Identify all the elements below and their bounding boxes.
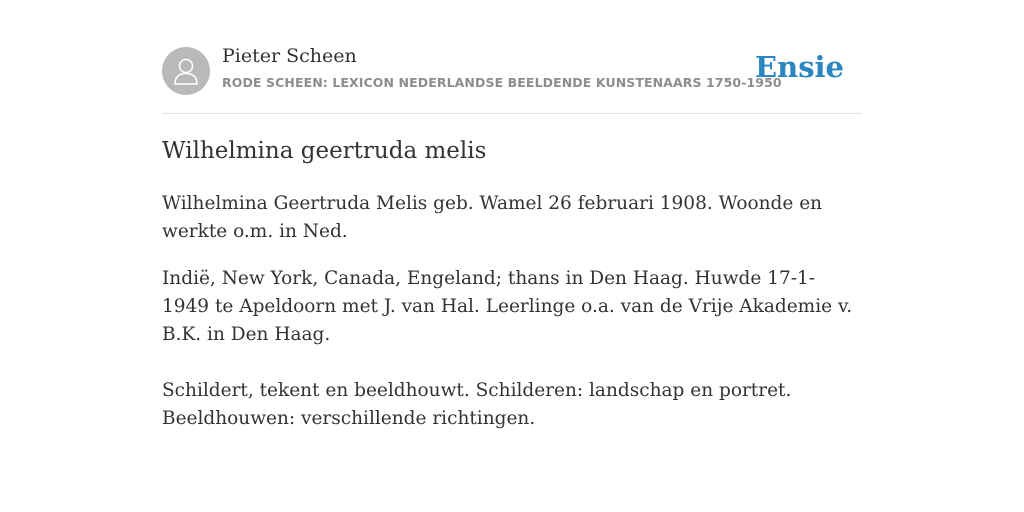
- article-card: [162, 0, 862, 429]
- user-avatar-icon: [173, 57, 199, 85]
- author-name[interactable]: Pieter Scheen: [222, 45, 357, 67]
- paragraph: Wilhelmina Geertruda Melis geb. Wamel 26 februari 1908. Woonde en werkte o.m. in Ned.: [162, 193, 823, 242]
- paragraph: Indië, New York, Canada, Engeland; thans in Den Haag. Huwde 17-1-1949 te Apeldoorn met J. van Hal. Leerlinge o.a. van de Vrije Akademie v. B.K. in Den Haag.: [162, 268, 853, 345]
- article-body: [162, 190, 862, 433]
- article-header: [162, 0, 862, 114]
- ensie-logo[interactable]: Ensie: [755, 50, 844, 84]
- paragraph: Schildert, tekent en beeldhouwt. Schilderen: landschap en portret. Beeldhouwen: verschillende richtingen.: [162, 380, 792, 429]
- author-avatar[interactable]: [162, 47, 210, 95]
- source-name[interactable]: RODE SCHEEN: LEXICON NEDERLANDSE BEELDENDE KUNSTENAARS 1750-1950: [222, 75, 782, 90]
- article-title: Wilhelmina geertruda melis: [162, 138, 487, 164]
